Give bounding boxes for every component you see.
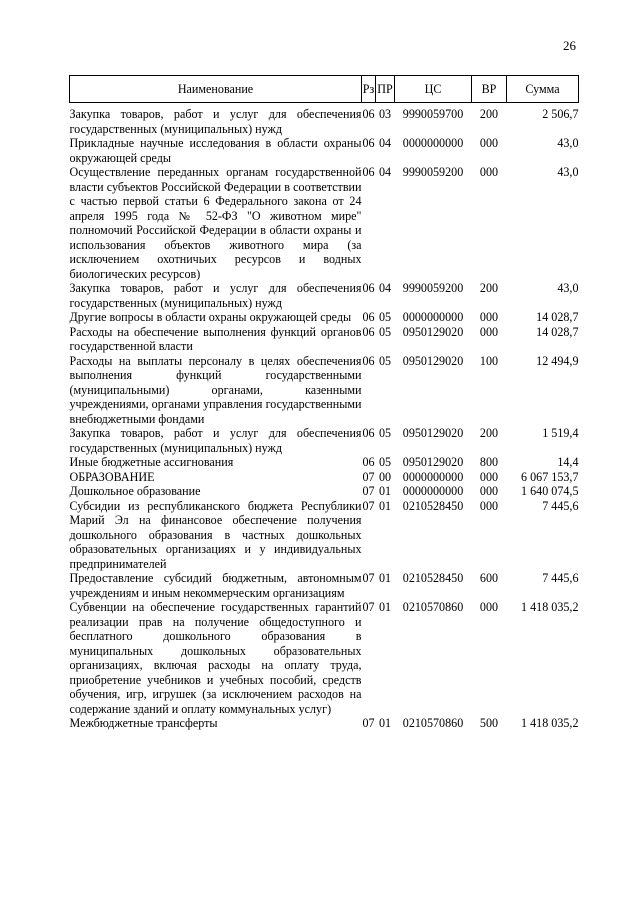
row-name: Межбюджетные трансферты [69, 716, 218, 730]
row-rz: 07 [362, 469, 375, 484]
row-rz: 07 [362, 716, 375, 730]
row-name: Закупка товаров, работ и услуг для обеспечения государственных (муниципальных) нужд [69, 107, 362, 136]
row-name: Закупка товаров, работ и услуг для обеспечения государственных (муниципальных) нужд [69, 281, 362, 310]
header-pr: ПР [376, 76, 395, 103]
header-cs: ЦС [395, 76, 472, 103]
row-rz: 06 [362, 136, 375, 150]
row-name: Осуществление переданных органам государственной власти субъектов Российской Федерации в соответствии с частью первой статьи 6 Федерального закона от 24 апреля 1995 года № 52-ФЗ "О животном мире" полномочий Российской Федерации в области охраны и использования объектов животного мира (за исключением охотничьих ресурсов и водных биологических ресурсов) [69, 165, 362, 281]
row-name: ОБРАЗОВАНИЕ [69, 469, 155, 484]
table-row [70, 281, 579, 310]
page-number: 26 [563, 38, 576, 53]
row-rz: 06 [362, 107, 375, 121]
table-row [70, 136, 579, 165]
table-row [70, 470, 579, 485]
row-cs: 0210528450 [402, 498, 464, 513]
row-vr: 800 [479, 455, 499, 469]
row-vr: 000 [479, 469, 499, 484]
row-vr: 200 [479, 426, 499, 440]
row-cs: 0000000000 [402, 136, 464, 150]
row-cs: 9990059200 [402, 281, 464, 295]
row-cs: 0950129020 [402, 455, 464, 469]
header-name: Наименование [70, 76, 362, 103]
row-rz: 07 [362, 600, 375, 614]
row-sum: 1 640 074,5 [521, 484, 579, 498]
header-vr: ВР [472, 76, 507, 103]
row-sum: 1 418 035,2 [521, 600, 579, 614]
row-rz: 06 [362, 281, 375, 295]
table-row [70, 310, 579, 325]
row-name: Субсидии из республиканского бюджета Республики Марий Эл на финансовое обеспечение получения дошкольного образования в частных дошкольных образовательных организациях и у индивидуальных предпринимателей [69, 498, 362, 571]
row-vr: 200 [479, 281, 499, 295]
row-sum: 43,0 [557, 136, 579, 150]
row-rz: 06 [362, 165, 375, 179]
row-sum: 2 506,7 [542, 107, 579, 121]
row-vr: 000 [479, 165, 499, 179]
row-pr: 01 [378, 571, 392, 585]
row-name: Субвенции на обеспечение государственных гарантий реализации прав на получение общедоступного и бесплатного дошкольного образования в муниципальных дошкольных образовательных организациях, включая расходы на оплату труда, приобретение учебников и учебных пособий, средств обучения, игр, игрушек (за исключением расходов на содержание зданий и оплату коммунальных услуг) [69, 600, 362, 716]
row-pr: 05 [378, 455, 392, 469]
row-vr: 000 [479, 324, 499, 339]
row-sum: 7 445,6 [542, 498, 579, 513]
table-row [70, 716, 579, 731]
row-sum: 1 519,4 [542, 426, 579, 440]
row-cs: 0000000000 [402, 310, 464, 324]
row-sum: 1 418 035,2 [521, 716, 579, 730]
table-row [70, 484, 579, 499]
row-cs: 0950129020 [402, 324, 464, 339]
row-pr: 05 [378, 426, 392, 440]
row-name: Дошкольное образование [69, 484, 201, 498]
row-vr: 000 [479, 484, 499, 498]
row-pr: 01 [378, 498, 392, 513]
row-name: Прикладные научные исследования в области охраны окружающей среды [69, 136, 362, 165]
row-vr: 500 [479, 716, 499, 730]
row-sum: 14,4 [557, 455, 579, 469]
table-row [70, 600, 579, 716]
row-cs: 0210528450 [402, 571, 464, 585]
row-name: Иные бюджетные ассигнования [69, 455, 234, 469]
row-cs: 0000000000 [402, 469, 464, 484]
row-pr: 05 [378, 324, 392, 339]
budget-table [69, 75, 579, 731]
row-name: Другие вопросы в области охраны окружающей среды [69, 310, 352, 324]
row-pr: 04 [378, 281, 392, 295]
row-sum: 43,0 [557, 281, 579, 295]
row-pr: 04 [378, 165, 392, 179]
row-pr: 01 [378, 484, 392, 498]
row-vr: 600 [479, 571, 499, 585]
row-rz: 06 [362, 310, 375, 324]
row-vr: 000 [479, 498, 499, 513]
table-row [70, 571, 579, 600]
row-cs: 0000000000 [402, 484, 464, 498]
table-row [70, 354, 579, 427]
row-vr: 000 [479, 310, 499, 324]
row-vr: 000 [479, 136, 499, 150]
table-row [70, 165, 579, 281]
row-sum: 14 028,7 [536, 324, 579, 339]
row-vr: 100 [479, 353, 499, 368]
row-sum: 12 494,9 [536, 353, 579, 368]
row-pr: 04 [378, 136, 392, 150]
row-rz: 06 [362, 455, 375, 469]
row-rz: 07 [362, 484, 375, 498]
row-sum: 43,0 [557, 165, 579, 179]
row-name: Предоставление субсидий бюджетным, автономным учреждениям и иным некоммерческим организациям [69, 571, 362, 600]
row-cs: 0950129020 [402, 353, 464, 368]
row-name: Расходы на выплаты персоналу в целях обеспечения выполнения функций государственными (муниципальными) органами, казенными учреждениями, органами управления государственными внебюджетными фондами [69, 353, 362, 426]
row-rz: 07 [362, 498, 375, 513]
table-row [70, 325, 579, 354]
row-pr: 05 [378, 310, 392, 324]
row-rz: 06 [362, 324, 375, 339]
table-row [70, 499, 579, 572]
table-row [70, 107, 579, 136]
table-row [70, 455, 579, 470]
row-pr: 00 [378, 469, 392, 484]
row-name: Закупка товаров, работ и услуг для обеспечения государственных (муниципальных) нужд [69, 426, 362, 455]
row-vr: 200 [479, 107, 499, 121]
row-pr: 01 [378, 716, 392, 730]
row-rz: 06 [362, 353, 375, 368]
header-rz: Рз [362, 76, 376, 103]
row-pr: 03 [378, 107, 392, 121]
row-vr: 000 [479, 600, 499, 614]
table-row [70, 426, 579, 455]
table-header-row [70, 76, 579, 103]
row-rz: 06 [362, 426, 375, 440]
row-sum: 7 445,6 [542, 571, 579, 585]
row-cs: 9990059200 [402, 165, 464, 179]
row-cs: 0210570860 [402, 600, 464, 614]
row-rz: 07 [362, 571, 375, 585]
row-cs: 9990059700 [402, 107, 464, 121]
row-cs: 0210570860 [402, 716, 464, 730]
row-name: Расходы на обеспечение выполнения функций органов государственной власти [69, 324, 362, 353]
row-cs: 0950129020 [402, 426, 464, 440]
row-sum: 14 028,7 [536, 310, 579, 324]
row-sum: 6 067 153,7 [521, 469, 579, 484]
row-pr: 01 [378, 600, 392, 614]
row-pr: 05 [378, 353, 392, 368]
header-sum: Сумма [507, 76, 579, 103]
